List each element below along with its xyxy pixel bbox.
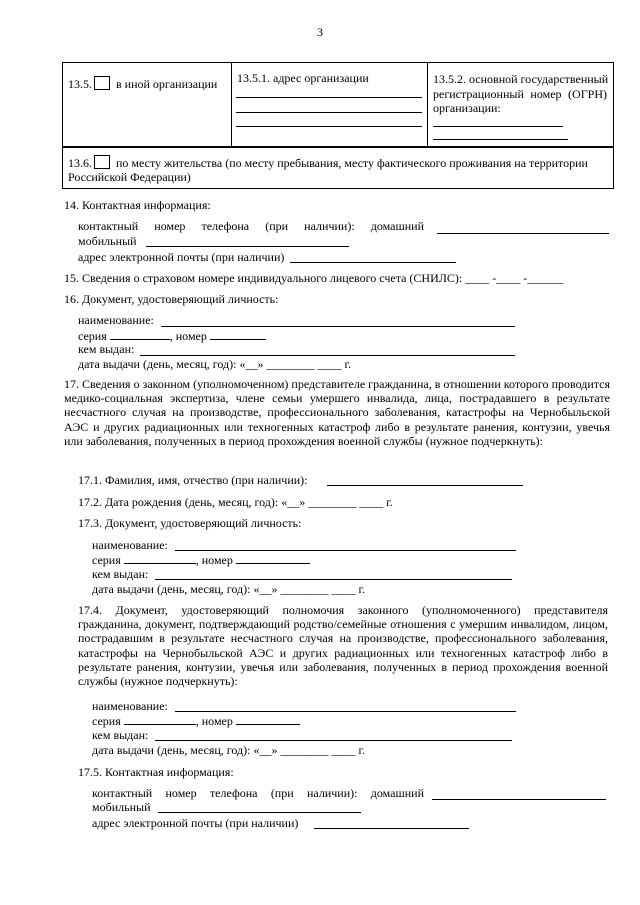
s17-3-name-field[interactable]	[175, 550, 516, 551]
s17-3-name-label: наименование:	[92, 538, 168, 552]
s16-series-row	[78, 328, 266, 343]
s14-email-label: адрес электронной почты (при наличии)	[78, 250, 285, 264]
org-address-line-2[interactable]	[236, 112, 422, 113]
s17-4-number-label: , номер	[195, 714, 233, 728]
item-13-6-num: 13.6.	[68, 156, 92, 170]
s17-4-number-field[interactable]	[236, 713, 300, 725]
checkbox-13-5[interactable]	[94, 76, 110, 90]
s17-5-mobile-label: мобильный	[92, 800, 151, 814]
item-13-6	[68, 155, 588, 170]
s17-4-series-field[interactable]	[124, 713, 196, 725]
s17-5-home-phone-field[interactable]	[432, 799, 606, 800]
s17-3-issued-field[interactable]	[155, 579, 512, 580]
s17-3-series-field[interactable]	[124, 552, 196, 564]
s17-1-fio-field[interactable]	[327, 485, 523, 486]
s17-4-auth-doc-title: 17.4. Документ, удостоверяющий полномочия законного (уполномоченного) представителя гражданина, документ, подтверждающий родство/семейные отношения с умершим инвалидом, лицом, пострадавшим в результате несчастного случая на производстве, профессионального заболевания, катастрофы на Чернобыльской АЭС и других радиационных или техногенных катастроф либо в результате ранения, контузии, увечья или заболевания, полученных в период прохождения военной службы (нужное подчеркнуть):	[78, 603, 608, 689]
section-17-title: 17. Сведения о законном (уполномоченном) представителе гражданина, в отношении которого проводится медико-социальная экспертиза, члене семьи умершего инвалида, лица, пострадавшего в результате несчастного случая на производстве, профессионального заболевания, катастрофы на Чернобыльской АЭС и других радиационных или техногенных катастроф либо в результате ранения, контузии, увечья или заболевания, полученных в период прохождения военной службы (нужное подчеркнуть):	[64, 377, 610, 448]
org-address-line-3[interactable]	[236, 126, 422, 127]
s17-3-series-label: серия	[92, 553, 121, 567]
s17-5-phone-label: контактный номер телефона (при наличии): домашний	[92, 786, 424, 800]
s16-number-label: , номер	[169, 329, 207, 343]
s17-5-email-label: адрес электронной почты (при наличии)	[92, 816, 299, 830]
s17-4-series-label: серия	[92, 714, 121, 728]
s14-email-field[interactable]	[290, 262, 456, 263]
s16-issue-date[interactable]: дата выдачи (день, месяц, год): «__» ________ ____ г.	[78, 357, 352, 371]
s16-issued-field[interactable]	[140, 355, 515, 356]
s14-home-phone-field[interactable]	[437, 233, 609, 234]
item-13-5	[68, 76, 217, 91]
s17-3-series-row	[92, 552, 310, 567]
ogrn-label-line-2: регистрационный номер (ОГРН)	[433, 87, 607, 101]
org-address-label: 13.5.1. адрес организации	[237, 71, 369, 85]
s16-series-field[interactable]	[110, 328, 170, 340]
table-divider	[427, 62, 428, 146]
ogrn-label-line-3: организации:	[433, 101, 501, 115]
s17-4-issued-label: кем выдан:	[92, 728, 149, 742]
checkbox-13-6[interactable]	[94, 155, 110, 169]
s16-name-field[interactable]	[161, 326, 515, 327]
s17-1-fio-label: 17.1. Фамилия, имя, отчество (при наличии):	[78, 473, 308, 487]
table-divider	[231, 62, 232, 146]
s16-name-label: наименование:	[78, 313, 154, 327]
s16-series-label: серия	[78, 329, 107, 343]
ogrn-line-1[interactable]	[433, 126, 563, 127]
s17-5-mobile-field[interactable]	[158, 812, 361, 813]
s17-4-name-label: наименование:	[92, 699, 168, 713]
s17-3-issued-label: кем выдан:	[92, 567, 149, 581]
item-13-6-label-2: Российской Федерации)	[68, 170, 191, 184]
s14-phone-label: контактный номер телефона (при наличии): домашний	[78, 219, 424, 233]
s17-3-number-label: , номер	[195, 553, 233, 567]
item-13-6-label: по месту жительства (по месту пребывания, месту фактического проживания на территории	[116, 156, 588, 170]
s17-4-series-row	[92, 713, 300, 728]
s17-3-issue-date[interactable]: дата выдачи (день, месяц, год): «__» ________ ____ г.	[92, 582, 366, 596]
ogrn-line-2[interactable]	[433, 139, 568, 140]
s17-5-contact-title: 17.5. Контактная информация:	[78, 765, 234, 779]
s14-mobile-field[interactable]	[146, 246, 349, 247]
s16-number-field[interactable]	[210, 328, 266, 340]
s16-issued-label: кем выдан:	[78, 342, 135, 356]
item-13-5-label: в иной организации	[116, 77, 218, 91]
ogrn-label-line-1: 13.5.2. основной государственный	[433, 72, 609, 86]
s17-2-birth-date[interactable]: 17.2. Дата рождения (день, месяц, год): «__» ________ ____ г.	[78, 495, 393, 509]
s17-4-name-field[interactable]	[175, 711, 516, 712]
s17-3-doc-title: 17.3. Документ, удостоверяющий личность:	[78, 516, 302, 530]
section-16-title: 16. Документ, удостоверяющий личность:	[64, 292, 279, 306]
s14-mobile-label: мобильный	[78, 234, 137, 248]
section-14-title: 14. Контактная информация:	[64, 198, 211, 212]
org-address-line-1[interactable]	[236, 97, 422, 98]
item-13-5-num: 13.5.	[68, 77, 92, 91]
s17-5-email-field[interactable]	[314, 828, 469, 829]
page-number: 3	[317, 25, 323, 39]
s17-3-number-field[interactable]	[236, 552, 310, 564]
s17-4-issue-date[interactable]: дата выдачи (день, месяц, год): «__» ________ ____ г.	[92, 743, 366, 757]
section-15-title: 15. Сведения о страховом номере индивидуального лицевого счета (СНИЛС): ____ -____ -______	[64, 271, 564, 285]
s17-4-issued-field[interactable]	[155, 740, 512, 741]
